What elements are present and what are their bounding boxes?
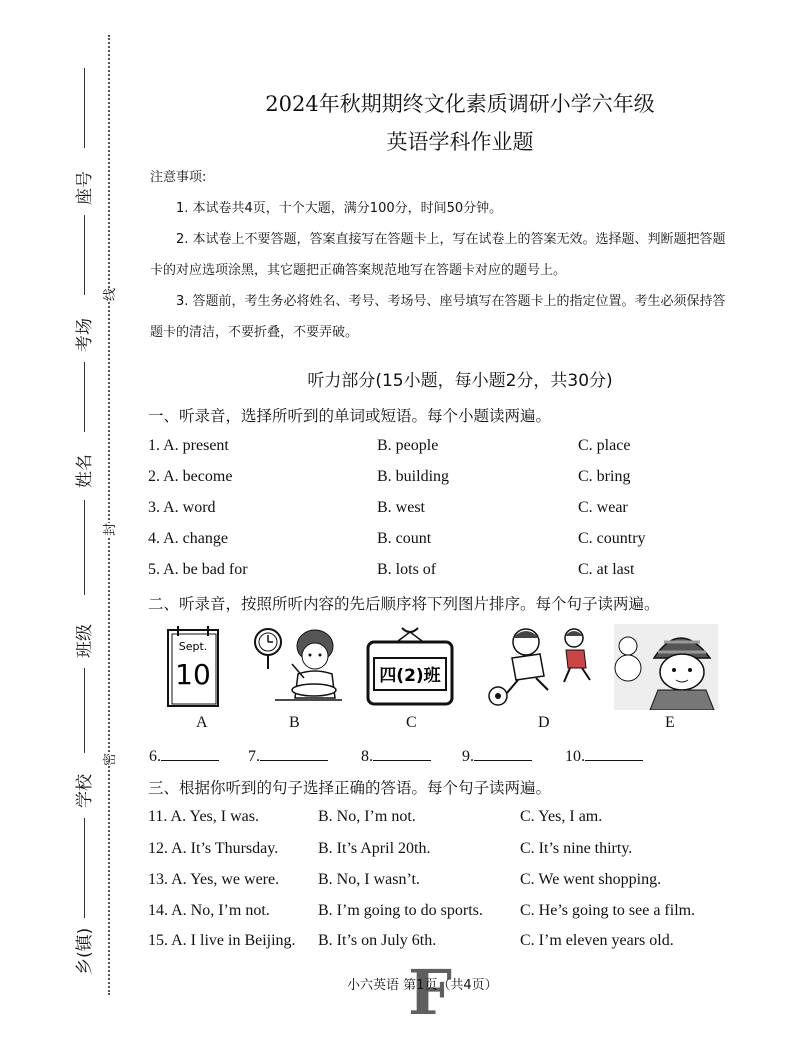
q11-option-a: 11. A. Yes, I was. (148, 808, 259, 825)
q4-option-b: B. count (377, 530, 432, 547)
name-label: 姓名 (75, 454, 95, 488)
page-subtitle: 英语学科作业题 (386, 130, 534, 154)
cut-mark-seal: 封 (99, 523, 118, 536)
q5-option-b: B. lots of (377, 561, 437, 578)
q13-option-c: C. We went shopping. (520, 871, 662, 888)
eating-boy-picture (250, 624, 345, 710)
q5-option-a: 5. A. be bad for (148, 561, 248, 578)
cut-mark-dense: 密 (99, 753, 118, 766)
q2-option-a: 2. A. become (148, 468, 233, 485)
q13-option-a: 13. A. Yes, we were. (148, 871, 280, 888)
town-label: 乡(镇) (75, 927, 95, 975)
binding-dotted-line (108, 35, 110, 995)
listening-part-heading: 听力部分(15小题，每小题2分，共30分) (307, 371, 613, 391)
version-mark: F (408, 956, 453, 1029)
q2-option-c: C. bring (578, 468, 631, 485)
picture-label-b: B (289, 714, 300, 731)
q3-option-a: 3. A. word (148, 499, 216, 516)
picture-label-c: C (406, 714, 417, 731)
page-title: 2024年秋期期终文化素质调研小学六年级 (265, 92, 655, 116)
notes (150, 162, 730, 348)
section2-heading: 二、听录音，按照所听内容的先后顺序将下列图片排序。每个句子读两遍。 (148, 595, 660, 613)
answer-blank-9: 9. (462, 746, 532, 766)
q4-option-a: 4. A. change (148, 530, 228, 547)
q4-option-c: C. country (578, 530, 646, 547)
q11-option-b: B. No, I’m not. (318, 808, 416, 825)
q12-option-a: 12. A. It’s Thursday. (148, 840, 279, 857)
winter-picture (614, 624, 718, 710)
q12-option-b: B. It’s April 20th. (318, 840, 431, 857)
room-label: 考场 (75, 318, 95, 352)
class-sign-text: 四(2)班 (379, 666, 441, 686)
note-item: 3. 答题前，考生务必将姓名、考号、考场号、座号填写在答题卡上的指定位置。考生必须保持答题卡的清洁，不要折叠，不要弄破。 (150, 294, 726, 340)
picture-label-a: A (196, 714, 208, 731)
cut-mark-line: 线 (99, 288, 118, 301)
seat-label: 座号 (75, 171, 95, 205)
answer-blank-8: 8. (361, 746, 431, 766)
class-label: 班级 (75, 624, 95, 658)
note-item: 2. 本试卷上不要答题，答案直接写在答题卡上，写在试卷上的答案无效。选择题、判断题把答题卡的对应选项涂黑，其它题把正确答案规范地写在答题卡对应的题号上。 (150, 232, 726, 278)
school-label: 学校 (75, 774, 95, 808)
section1-heading: 一、听录音，选择所听到的单词或短语。每个小题读两遍。 (148, 407, 552, 425)
calendar-picture (164, 624, 224, 710)
q12-option-c: C. It’s nine thirty. (520, 840, 633, 857)
q3-option-c: C. wear (578, 499, 628, 516)
town-line (84, 818, 85, 918)
note-item: 1. 本试卷共4页，十个大题，满分100分，时间50分钟。 (176, 201, 503, 216)
q1-option-b: B. people (377, 437, 439, 454)
class-line (84, 500, 85, 595)
room-line (84, 215, 85, 295)
football-picture (488, 624, 598, 710)
q14-option-c: C. He’s going to see a film. (520, 902, 696, 919)
calendar-month: Sept. (178, 640, 208, 653)
q3-option-b: B. west (377, 499, 425, 516)
school-line (84, 668, 85, 753)
picture-label-d: D (538, 714, 550, 731)
q15-option-b: B. It’s on July 6th. (318, 932, 437, 949)
name-line (84, 362, 85, 432)
q14-option-b: B. I’m going to do sports. (318, 902, 483, 919)
page-footer: 小六英语 第1页（共4页） (347, 978, 498, 993)
q15-option-a: 15. A. I live in Beijing. (148, 932, 296, 949)
q2-option-b: B. building (377, 468, 450, 485)
q13-option-b: B. No, I wasn’t. (318, 871, 420, 888)
calendar-day: 10 (175, 658, 211, 691)
answer-blank-7: 7. (248, 746, 328, 766)
q1-option-c: C. place (578, 437, 631, 454)
q1-option-a: 1. A. present (148, 437, 229, 454)
answer-blank-10: 10. (565, 746, 643, 766)
answer-blank-6: 6. (149, 746, 219, 766)
q14-option-a: 14. A. No, I’m not. (148, 902, 270, 919)
notes-heading: 注意事项: (150, 170, 207, 185)
q5-option-c: C. at last (578, 561, 635, 578)
q11-option-c: C. Yes, I am. (520, 808, 603, 825)
section3-heading: 三、根据你听到的句子选择正确的答语。每个句子读两遍。 (148, 779, 552, 797)
picture-label-e: E (665, 714, 675, 731)
q15-option-c: C. I’m eleven years old. (520, 932, 674, 949)
class-sign-picture (364, 624, 456, 710)
seat-line (84, 68, 85, 148)
